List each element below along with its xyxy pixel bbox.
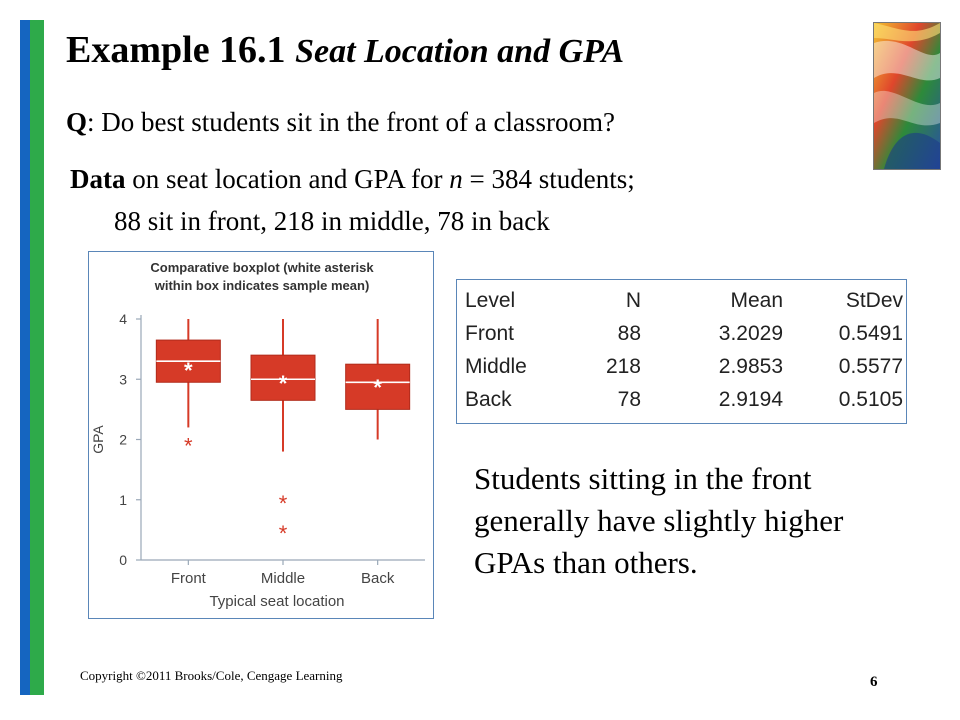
mean-marker: * bbox=[278, 371, 288, 397]
conclusion-text: Students sitting in the front generally have slightly higher GPAs than others. bbox=[474, 461, 844, 580]
table-header-cell: Level bbox=[465, 288, 516, 312]
table-cell: 78 bbox=[617, 387, 641, 411]
question-line bbox=[66, 107, 615, 138]
table-cell: 0.5105 bbox=[838, 387, 903, 411]
table-cell: 2.9194 bbox=[718, 387, 783, 411]
x-tick-label: Back bbox=[360, 570, 395, 587]
table-cell: 3.2029 bbox=[718, 321, 783, 345]
summary-table bbox=[456, 279, 907, 424]
table-cell: Back bbox=[465, 387, 512, 411]
question-text: : Do best students sit in the front of a classroom? bbox=[87, 107, 615, 137]
table-cell: Middle bbox=[465, 354, 527, 378]
table-header-cell: Mean bbox=[730, 288, 783, 312]
outlier-marker: * bbox=[278, 490, 288, 516]
table-cell: 0.5577 bbox=[838, 354, 903, 378]
x-tick-label: Front bbox=[170, 570, 206, 587]
table-header-row bbox=[465, 284, 903, 317]
x-axis-label: Typical seat location bbox=[209, 593, 345, 610]
copyright-notice: Copyright ©2011 Brooks/Cole, Cengage Learning bbox=[80, 668, 343, 683]
question-label: Q bbox=[66, 107, 88, 137]
title-italic: Seat Location and GPA bbox=[295, 33, 625, 70]
data-label: Data bbox=[70, 164, 126, 194]
table-row bbox=[465, 317, 903, 350]
data-n: n bbox=[449, 164, 463, 194]
outlier-marker: * bbox=[184, 433, 193, 459]
page-number: 6 bbox=[870, 674, 878, 690]
y-tick-label: 1 bbox=[119, 491, 127, 508]
mean-marker: * bbox=[184, 358, 193, 384]
y-tick-label: 0 bbox=[119, 552, 127, 568]
y-tick-label: 2 bbox=[119, 431, 127, 448]
table-cell: 0.5491 bbox=[838, 321, 903, 345]
table-header-cell: StDev bbox=[845, 288, 903, 312]
decorative-swirl-image bbox=[873, 22, 941, 170]
data-text-a: on seat location and GPA for bbox=[125, 164, 450, 194]
y-axis-label: GPA bbox=[90, 425, 106, 454]
data-text-b: = 384 students; bbox=[462, 164, 635, 194]
x-tick-label: Middle bbox=[260, 570, 306, 587]
mean-marker: * bbox=[373, 375, 382, 401]
boxplot-svg bbox=[89, 252, 435, 620]
y-tick-label: 3 bbox=[119, 371, 127, 388]
title-main: Example 16.1 bbox=[66, 29, 286, 71]
table-header-cell: N bbox=[625, 288, 641, 312]
left-accent-bar-blue bbox=[20, 20, 30, 695]
table-row bbox=[465, 350, 903, 383]
boxplot-chart bbox=[88, 251, 434, 619]
table-row bbox=[465, 383, 903, 416]
slide-title bbox=[66, 28, 624, 72]
data-line-2: 88 sit in front, 218 in middle, 78 in back bbox=[114, 206, 550, 236]
outlier-marker: * bbox=[278, 520, 288, 546]
table-cell: Front bbox=[465, 321, 515, 345]
table-cell: 2.9853 bbox=[718, 354, 783, 378]
table-cell: 218 bbox=[605, 354, 641, 378]
data-line-1 bbox=[70, 164, 635, 195]
y-tick-label: 4 bbox=[119, 311, 127, 327]
table-cell: 88 bbox=[617, 321, 641, 345]
chart-title-line2: within box indicates sample mean) bbox=[154, 278, 370, 293]
left-accent-bar-green bbox=[30, 20, 44, 695]
chart-title-line1: Comparative boxplot (white asterisk bbox=[150, 260, 374, 275]
